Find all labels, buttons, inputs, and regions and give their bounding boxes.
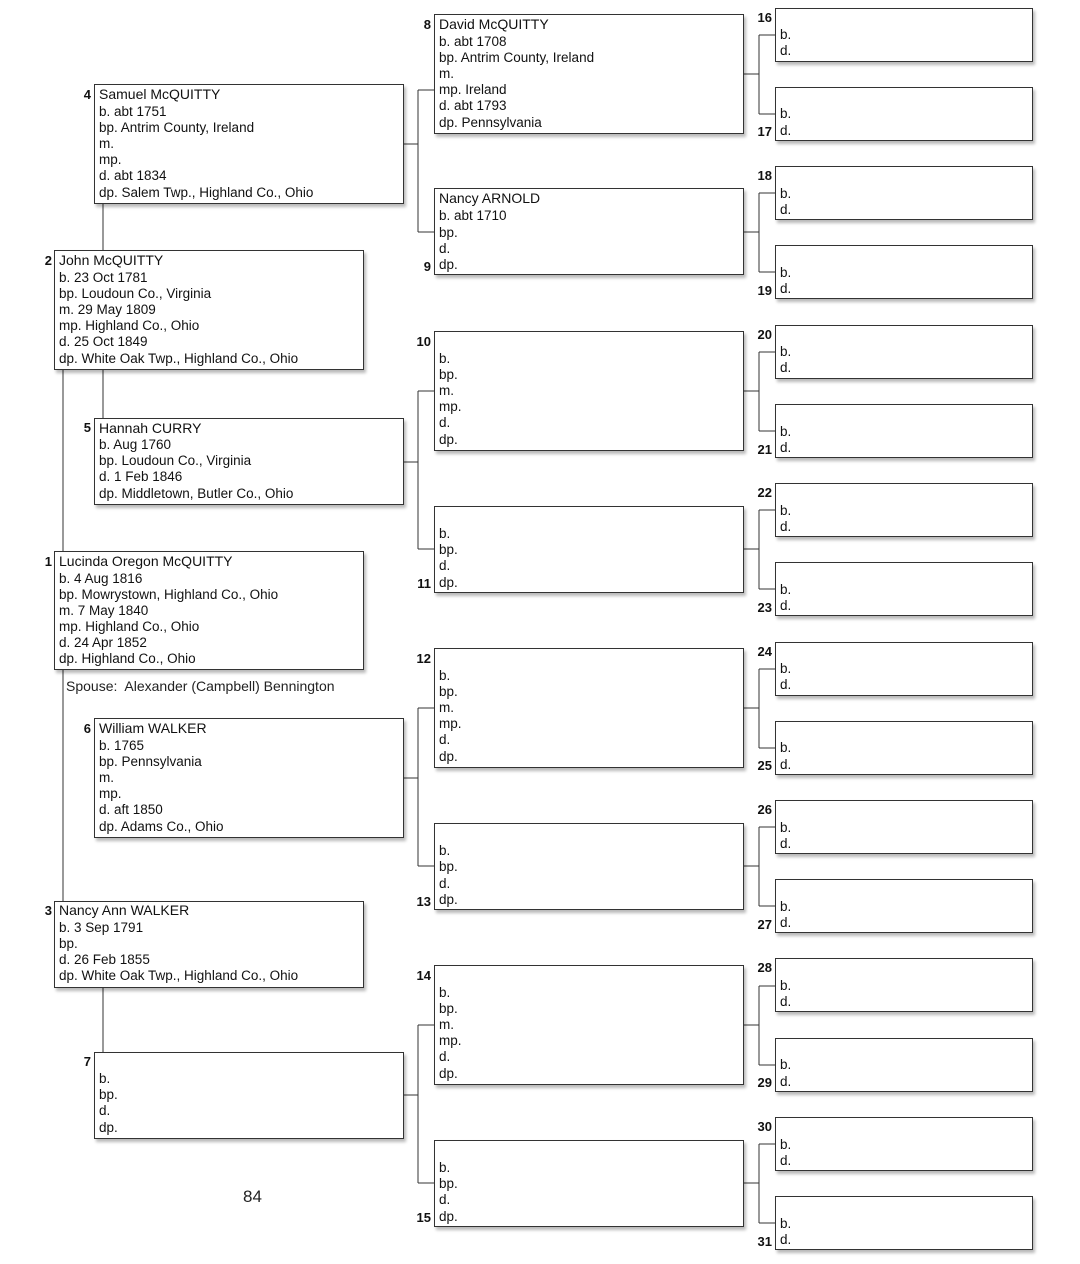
person-box-24 [775,642,1033,696]
person-detail: b. [780,265,792,280]
person-detail: bp. [439,367,458,382]
person-number: 1 [44,554,52,569]
person-detail: b. [780,899,792,914]
person-detail: d. [780,757,792,772]
person-detail: d. [780,836,792,851]
person-detail: dp. Middletown, Butler Co., Ohio [99,486,294,501]
person-detail: m. 7 May 1840 [59,603,149,618]
person-detail: d. 24 Apr 1852 [59,635,147,650]
person-detail: b. [780,344,792,359]
person-detail: mp. Highland Co., Ohio [59,619,200,634]
person-number: 4 [83,87,91,102]
person-box-18 [775,166,1033,220]
person-number: 31 [757,1234,772,1249]
person-detail: mp. [439,1033,462,1048]
person-detail: b. [780,1137,792,1152]
person-detail: d. aft 1850 [99,802,163,817]
person-detail: b. [439,526,451,541]
person-number: 16 [757,10,772,25]
person-detail: d. [780,1232,792,1247]
person-detail: d. 25 Oct 1849 [59,334,148,349]
person-detail: m. [439,1017,454,1032]
person-box-12 [434,648,744,768]
person-detail: d. [780,598,792,613]
person-box-11 [434,506,744,593]
person-detail: dp. Highland Co., Ohio [59,651,196,666]
person-detail: m. [99,770,114,785]
person-detail: mp. Highland Co., Ohio [59,318,200,333]
person-detail: d. [439,876,451,891]
person-detail: b. [439,351,451,366]
person-number: 10 [416,334,431,349]
spouse-name: Alexander (Campbell) Bennington [124,678,335,694]
person-box-31 [775,1196,1033,1250]
person-detail: dp. [439,432,458,447]
person-number: 11 [417,576,431,591]
person-name: Nancy ARNOLD [439,190,541,206]
person-number: 24 [757,644,772,659]
person-detail: b. [439,843,451,858]
person-detail: m. [439,700,454,715]
person-detail: d. [780,519,792,534]
person-detail: mp. [99,786,122,801]
person-detail: m. 29 May 1809 [59,302,156,317]
person-box-21 [775,404,1033,458]
person-number: 5 [83,420,91,435]
person-detail: b. 3 Sep 1791 [59,920,144,935]
person-detail: dp. White Oak Twp., Highland Co., Ohio [59,968,299,983]
person-detail: b. [780,978,792,993]
person-detail: b. [780,661,792,676]
person-detail: m. [99,136,114,151]
person-number: 14 [416,968,431,983]
person-detail: dp. Pennsylvania [439,115,542,130]
person-detail: d. [99,1103,111,1118]
person-number: 29 [757,1075,772,1090]
person-detail: dp. [439,257,458,272]
person-detail: dp. Salem Twp., Highland Co., Ohio [99,185,314,200]
person-detail: b. abt 1751 [99,104,167,119]
person-box-7 [94,1052,404,1139]
spouse-label: Spouse: [66,678,118,694]
person-detail: d. [780,43,792,58]
person-detail: dp. [439,892,458,907]
person-detail: d. 1 Feb 1846 [99,469,183,484]
person-box-25 [775,721,1033,775]
person-name: Nancy Ann WALKER [59,902,190,918]
person-detail: bp. Loudoun Co., Virginia [99,453,252,468]
person-detail: d. [780,202,792,217]
person-detail: b. abt 1710 [439,208,507,223]
person-number: 30 [757,1119,772,1134]
person-detail: m. [439,66,454,81]
person-detail: d. [439,1049,451,1064]
person-detail: dp. Adams Co., Ohio [99,819,224,834]
person-detail: b. 4 Aug 1816 [59,571,143,586]
person-detail: bp. Antrim County, Ireland [439,50,595,65]
person-number: 7 [83,1054,91,1069]
person-detail: bp. Loudoun Co., Virginia [59,286,212,301]
person-box-19 [775,245,1033,299]
person-box-22 [775,483,1033,537]
person-detail: bp. [439,1176,458,1191]
person-detail: b. [780,424,792,439]
person-number: 27 [757,917,772,932]
person-detail: d. [780,440,792,455]
person-detail: d. [780,994,792,1009]
person-number: 22 [757,485,772,500]
person-detail: b. [780,503,792,518]
person-number: 9 [423,259,431,274]
person-name: David McQUITTY [439,16,549,32]
person-box-15 [434,1140,744,1227]
person-detail: b. [99,1071,111,1086]
person-detail: d. [439,415,451,430]
person-detail: d. abt 1793 [439,98,507,113]
person-number: 20 [757,327,772,342]
person-detail: bp. [439,225,458,240]
person-detail: bp. Antrim County, Ireland [99,120,255,135]
person-detail: d. [780,1074,792,1089]
person-box-10 [434,331,744,451]
person-detail: b. 1765 [99,738,145,753]
person-detail: dp. [439,1209,458,1224]
person-detail: d. [780,360,792,375]
person-box-14 [434,965,744,1085]
person-detail: mp. [439,399,462,414]
person-detail: b. [780,106,792,121]
person-number: 23 [757,600,772,615]
person-detail: b. [780,582,792,597]
person-number: 8 [423,17,431,32]
person-detail: d. [780,281,792,296]
person-name: William WALKER [99,720,207,736]
person-detail: d. [439,558,451,573]
person-detail: b. abt 1708 [439,34,507,49]
person-box-20 [775,325,1033,379]
person-detail: d. [439,732,451,747]
person-detail: b. [780,1057,792,1072]
person-number: 6 [83,721,91,736]
person-box-17 [775,87,1033,141]
page-number: 84 [243,1187,262,1206]
person-detail: dp. White Oak Twp., Highland Co., Ohio [59,351,299,366]
person-number: 18 [757,168,772,183]
person-detail: dp. [439,749,458,764]
person-detail: d. [439,241,451,256]
person-box-30 [775,1117,1033,1171]
spouse-line [66,678,335,694]
person-detail: b. [780,27,792,42]
person-detail: m. [439,383,454,398]
person-detail: bp. [439,684,458,699]
person-detail: b. 23 Oct 1781 [59,270,148,285]
person-box-23 [775,562,1033,616]
person-detail: bp. [59,936,78,951]
person-detail: d. [780,915,792,930]
person-box-26 [775,800,1033,854]
person-box-29 [775,1038,1033,1092]
person-detail: b. [439,985,451,1000]
person-detail: dp. [439,575,458,590]
person-number: 21 [757,442,772,457]
person-detail: b. [780,1216,792,1231]
person-detail: bp. [439,1001,458,1016]
person-number: 19 [757,283,772,298]
person-detail: d. [780,123,792,138]
person-detail: bp. [439,542,458,557]
person-detail: dp. [439,1066,458,1081]
person-name: Samuel McQUITTY [99,86,221,102]
person-box-16 [775,8,1033,62]
person-detail: bp. Pennsylvania [99,754,202,769]
person-detail: d. 26 Feb 1855 [59,952,150,967]
person-detail: bp. [99,1087,118,1102]
person-number: 28 [757,960,772,975]
person-detail: mp. Ireland [439,82,507,97]
person-name: Hannah CURRY [99,420,202,436]
person-detail: mp. [99,152,122,167]
person-detail: bp. Mowrystown, Highland Co., Ohio [59,587,279,602]
person-detail: b. [780,740,792,755]
person-number: 25 [757,758,772,773]
person-number: 17 [757,124,772,139]
person-detail: b. [439,668,451,683]
person-detail: b. [439,1160,451,1175]
person-detail: b. [780,186,792,201]
person-number: 2 [44,253,52,268]
person-detail: bp. [439,859,458,874]
person-number: 15 [416,1210,431,1225]
person-detail: b. Aug 1760 [99,437,172,452]
person-box-13 [434,823,744,910]
person-number: 13 [416,894,431,909]
person-detail: d. [780,677,792,692]
person-box-28 [775,958,1033,1012]
person-detail: d. [780,1153,792,1168]
person-name: John McQUITTY [59,252,164,268]
person-detail: d. abt 1834 [99,168,167,183]
person-box-27 [775,879,1033,933]
person-detail: dp. [99,1120,118,1135]
person-detail: d. [439,1192,451,1207]
person-number: 26 [757,802,772,817]
person-number: 12 [416,651,431,666]
person-number: 3 [44,903,52,918]
person-detail: mp. [439,716,462,731]
person-name: Lucinda Oregon McQUITTY [59,553,233,569]
person-detail: b. [780,820,792,835]
